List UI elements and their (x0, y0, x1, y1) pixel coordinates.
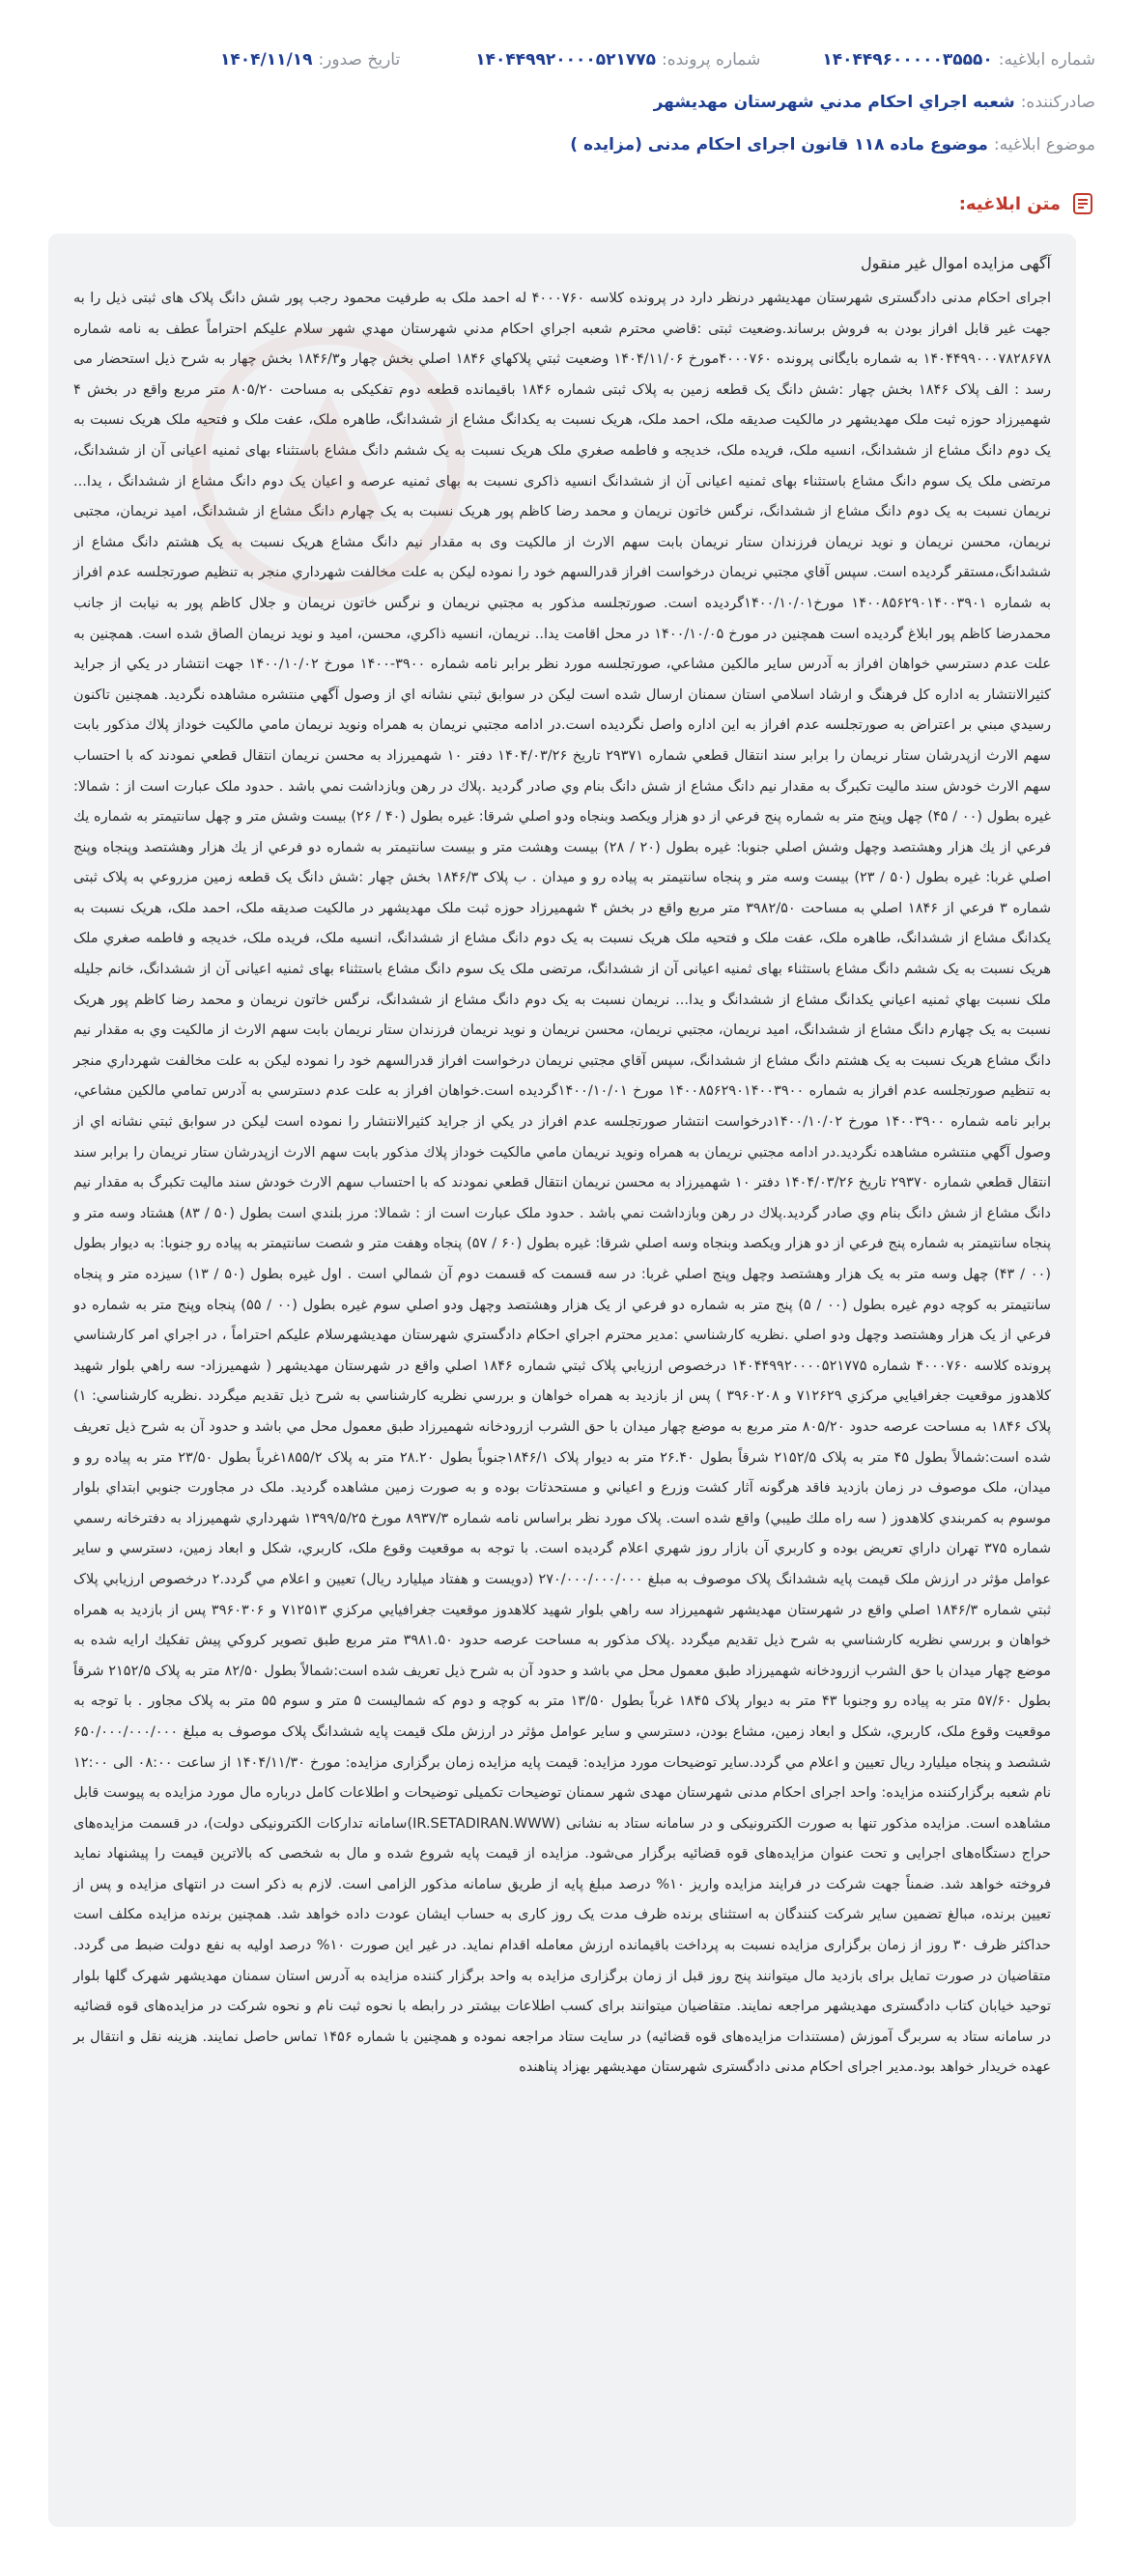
notice-document-icon (1070, 191, 1095, 216)
subject-label: موضوع ابلاغیه: (993, 135, 1095, 154)
issue-date-label: تاریخ صدور: (318, 50, 401, 70)
header-row-subject (39, 135, 1095, 178)
section-title-text: متن ابلاغیه: (958, 193, 1061, 214)
issue-date: ۱۴۰۴/۱۱/۱۹ (220, 50, 313, 70)
subject: موضوع ماده ۱۱۸ قانون اجرای احکام مدنی (مزایده ) (570, 135, 988, 154)
issuer: شعبه اجراي احكام مدني شهرستان مهديشهر (653, 93, 1015, 112)
case-number-label: شماره پرونده: (661, 50, 761, 70)
notice-header (39, 50, 1095, 178)
issuer-label: صادرکننده: (1020, 93, 1095, 112)
header-row-numbers (39, 50, 1095, 93)
notice-text-box (48, 234, 1076, 2527)
notice-number-label: شماره ابلاغیه: (998, 50, 1095, 70)
notice-text-section-title (959, 191, 1095, 216)
notice-heading: آگهی مزایده اموال غیر منقول (861, 254, 1051, 272)
notice-number: ۱۴۰۴۴۹۶۰۰۰۰۰۳۵۵۵۰ (822, 50, 993, 70)
notice-body: اجرای احکام مدنی دادگستری شهرستان مهدیشهر درنظر دارد در پرونده کلاسه ۴۰۰۰۷۶۰ له احمد ملک به طرفیت محمود رجب پور شش دانگ پلاک های ثبتی ذیل را به جهت غیر قابل افراز بودن به فروش برساند.وضعیت ثبتی :قاضي محترم شعبه اجراي احكام مدني شهرستان مهدي شهر سلام عليكم احتراماً عطف به نامه شماره ۱۴۰۴۴۹۹۰۰۰۷۸۲۸۶۷۸ به شماره بایگانی پرونده ۴۰۰۰۷۶۰مورخ ۱۴۰۴/۱۱/۰۶ وضعیت ثبتي پلاكهاي ۱۸۴۶ اصلي بخش چهار و۱۸۴۶/۳ بخش چهار به شرح ذیل استحضار می رسد : الف پلاک ۱۸۴۶ بخش چهار :شش دانگ یک قطعه زمین به پلاک ثبتی شماره ۱۸۴۶ باقیمانده قطعه دوم تفکیکی به مساحت ۸۰۵/۲۰ متر مربع واقع در بخش ۴ شهمیرزاد حوزه ثبت ملک مهدیشهر در مالکیت صدیقه ملک، احمد ملک، هریک نسبت به یکدانگ مشاع از ششدانگ، طاهره ملک، عفت ملک و فتحیه ملک هریک نسبت به یک دوم دانگ مشاع از ششدانگ، انسیه ملک، فریده ملک، خدیجه و فاطمه صغري ملک هریک نسبت به یک ششم دانگ مشاع باستثناء بهای ثمنیه اعیانی آن از ششدانگ، مرتضی ملک یک سوم دانگ مشاع باستثناء بهای ثمنیه اعیانی آن از ششدانگ انسیه ذاکری نسبت به بهای ثمنیه عرصه و اعیان یک دوم دانگ مشاع از ششدانگ ، یدا... نریمان نسبت به یک دوم دانگ مشاع از ششدانگ، نرگس خاتون نریمان و محمد رضا کاظم پور هریک نسبت به یک چهارم دانگ مشاع از ششدانگ، امید نریمان، مجتبی نریمان، محسن نریمان و نوید نریمان فرزندان ستار نریمان بابت سهم الارث از مالکیت وی به مقدار نیم دانگ مشاع هریک نسبت به یک هشتم دانگ مشاع از ششدانگ،مستقر گردیده است. سپس آقاي مجتبي نريمان درخواست افراز قدرالسهم خود را نموده لیکن به علت مخالفت شهرداري منجر به تنظیم صورتجلسه عدم افراز به شماره ۱۴۰۰۸۵۶۲۹۰۱۴۰۰۳۹۰۱ مورخ۱۴۰۰/۱۰/۰۱گردیده است. صورتجلسه مذکور به مجتبي نريمان و نرگس خاتون نريمان و جلال كاظم پور به نيابت از جانب محمدرضا كاظم پور ابلاغ گرديده است همچنین در مورخ ۱۴۰۰/۱۰/۰۵ در محل اقامت یدا.. نریمان، انسیه ذاکري، محسن، امید و نوید نریمان الصاق شده است. همچنین به علت عدم دسترسي خواهان افراز به آدرس سایر مالکین مشاعي، صورتجلسه مورد نظر برابر نامه شماره ۳۹۰۰-۱۴۰۰ مورخ ۱۴۰۰/۱۰/۰۲ جهت انتشار در یکي از جراید کثیرالانتشار به اداره کل فرهنگ و ارشاد اسلامي استان سمنان ارسال شده است لیکن در سوابق ثبتي نشانه اي از وصول آگهي منتشره مشاهده نگرديد. همچنین تاكنون رسيدي مبني بر اعتراض به صورتجلسه عدم افراز به اين اداره واصل نگرديده است.در ادامه مجتبي نريمان به همراه ونويد نريمان مامي مالكيت خوداز پلاك مذكور بابت سهم الارث ازپدرشان ستار نريمان را برابر سند انتقال قطعي شماره ۲۹۳۷۱ تاريخ ۱۴۰۴/۰۳/۲۶ دفتر ۱۰ شهميرزاد به محسن نريمان انتقال قطعي نمودند كه با احتساب سهم الارث خودش سند مالیت تکبرگ به مقدار نيم دانگ مشاع از شش دانگ بنام وي صادر گرديد .پلاك در رهن وبازداشت نمي باشد . حدود ملک عبارت است از : شمالا: غیره بطول (۰۰ / ۴۵) چهل وپنج متر به شماره پنج فرعي از دو هزار ويكصد وبنجاه ودو اصلي شرقا: غيره بطول (۴۰ / ۲۶) بيست وشش متر و چهل سانتيمتر به شماره يك فرعي از يك هزار وهشتصد وچهل وشش اصلي جنوبا: غيره بطول (۲۰ / ۲۸) بيست وهشت متر و بيست سانتيمتر به شماره دو فرعي از يك هزار وهشتصد وپنجاه وپنج اصلي غربا: غيره بطول (۵۰ / ۲۳) بيست وسه متر و پنجاه سانتيمتر به پياده رو و ميدان . ب پلاک ۱۸۴۶/۳ بخش چهار :شش دانگ یک قطعه زمین مزروعي به پلاک ثبتی شماره ۳ فرعي از ۱۸۴۶ اصلي به مساحت ۳۹۸۲/۵۰ متر مربع واقع در بخش ۴ شهمیرزاد حوزه ثبت ملک مهدیشهر در مالکیت صدیقه ملک، احمد ملک، هریک نسبت به یکدانگ مشاع از ششدانگ، طاهره ملک، عفت ملک و فتحیه ملک هریک نسبت به یک دوم دانگ مشاع از ششدانگ، انسیه ملک، فریده ملک، خدیجه و فاطمه صغري ملک هریک نسبت به یک ششم دانگ مشاع باستثناء بهای ثمنیه اعیانی آن از ششدانگ، مرتضی ملک یک سوم دانگ مشاع باستثناء بهای ثمنیه اعیانی آن از ششدانگ، خانم جلیله ملک نسبت بهاي ثمنيه اعياني يكدانگ مشاع از ششدانگ و يدا... نريمان نسبت به يک دوم دانگ مشاع از ششدانگ، نرگس خاتون نريمان و محمد رضا كاظم پور هريک نسبت به يک چهارم دانگ مشاع از ششدانگ، اميد نريمان، مجتبي نريمان، محسن نريمان و نويد نريمان فرزندان ستار نريمان بابت سهم الارث از مالکيت وي به مقدار نيم دانگ مشاع هريک نسبت به يک هشتم دانگ مشاع از ششدانگ، سپس آقاي مجتبي نريمان درخواست افراز قدرالسهم خود را نموده لیکن به علت مخالفت شهرداري منجر به تنظیم صورتجلسه عدم افراز به شماره ۱۴۰۰۸۵۶۲۹۰۱۴۰۰۳۹۰۰ مورخ ۱۴۰۰/۱۰/۰۱گردیده است.خواهان افراز به علت عدم دسترسي به آدرس تمامي مالكين مشاعي، برابر نامه شماره ۱۴۰۰۳۹۰۰ مورخ ۱۴۰۰/۱۰/۰۲درخواست انتشار صورتجلسه عدم افراز در يكي از جرايد كثيرالانتشار را نموده است ليكن در سوابق ثبتي نشانه اي از وصول آگهي منتشره مشاهده نگرديد.در ادامه مجتبي نريمان به همراه ونويد نريمان مامي مالكيت خوداز پلاك مذكور بابت سهم الارث ازپدرشان ستار نريمان را برابر سند انتقال قطعي شماره ۲۹۳۷۰ تاريخ ۱۴۰۴/۰۳/۲۶ دفتر ۱۰ شهميرزاد به محسن نريمان انتقال قطعي نمودند كه با احتساب سهم الارث خودش سند مالیت تکبرگ به مقدار نيم دانگ مشاع از شش دانگ بنام وي صادر گرديد.پلاك در رهن وبازداشت نمي باشد . حدود ملک عبارت است از : شمالا: مرز بلندي است بطول (۵۰ / ۸۳) هشتاد وسه متر و پنجاه سانتيمتر به شماره پنج فرعي از دو هزار ويكصد وبنجاه وسه اصلي شرقا: غيره بطول (۶۰ / ۵۷) پنجاه وهفت متر و شصت سانتيمتر به پياده رو جنوبا: به ديوار بطول (۰۰ / ۴۳) چهل وسه متر به يک هزار وهشتصد وچهل وپنج اصلي غربا: در سه قسمت كه قسمت دوم آن شمالي است . اول غيره بطول (۵۰ / ۱۳) سيزده متر و پنجاه سانتيمتر به كوچه دوم غيره بطول (۰۰ / ۵) پنج متر به شماره دو فرعي از يک هزار وهشتصد وچهل ودو اصلي سوم غيره بطول (۰۰ / ۵۵) پنجاه وپنج متر به شماره دو فرعي از يک هزار وهشتصد وچهل ودو اصلي .نظريه كارشناسي :مدير محترم اجراي احكام دادگستري شهرستان مهديشهرسلام عليكم احتراماً ، در اجراي امر كارشناسي پرونده كلاسه ۴۰۰۰۷۶۰ شماره ۱۴۰۴۴۹۹۲۰۰۰۰۵۲۱۷۷۵ درخصوص ارزيابي پلاک ثبتي شماره ۱۸۴۶ اصلي واقع در شهرستان مهديشهر ( شهميرزاد- سه راهي بلوار شهيد كلاهدوز موقعيت جغرافيايي مركزي ۷۱۲۶۲۹ و ۳۹۶۰۲۰۸ ) پس از بازديد به همراه خواهان و بررسي نظريه كارشناسي به شرح ذيل تقديم ميگردد .نظريه كارشناسي: ۱) پلاک ۱۸۴۶ به مساحت عرصه حدود ۸۰۵/۲۰ متر مربع به موضع چهار ميدان با حق الشرب ازرودخانه شهميرزاد طبق معمول محل مي باشد و حدود آن به شرح ذيل تعريف شده است:شمالاً بطول ۴۵ متر به پلاک ۲۱۵۲/۵ شرقاً بطول ۲۶.۴۰ متر به ديوار پلاک ۱۸۴۶/۱جنوباً بطول ۲۸.۲۰ متر به پلاک ۱۸۵۵/۲غرباً بطول ۲۳/۵۰ متر به پياده رو و ميدان، ملک موصوف در زمان بازديد فاقد هرگونه آثار كشت وزرع و اعياني و مستحدثات بوده و به صورت زمين مشاهده گرديد. ملک در مجاورت جنوبي ابتداي بلوار موسوم به كمربندي كلاهدوز ( سه راه ملك طيبي) واقع شده است. پلاک مورد نظر براساس نامه شماره ۸۹۳۷/۳ مورخ ۱۳۹۹/۵/۲۵ شهرداري شهميرزاد به دفترخانه رسمي شماره ۳۷۵ تهران داراي تعريض بوده و کاربري آن بازار روز شهري اعلام گرديده است. با توجه به موقعيت وقوع ملک، كاربري، شكل و ابعاد زمين، دسترسي و ساير عوامل مؤثر در ارزش ملک قيمت پايه ششدانگ پلاک موصوف به مبلغ ۲۷۰/۰۰۰/۰۰۰/۰۰۰ (دويست و هفتاد ميليارد ريال) تعيين و اعلام مي گردد.۲ درخصوص ارزيابي پلاک ثبتي شماره ۱۸۴۶/۳ اصلي واقع در شهرستان مهديشهر شهميرزاد سه راهي بلوار شهيد كلاهدوز موقعيت جغرافيايي مركزي ۷۱۲۵۱۳ و ۳۹۶۰۳۰۶ پس از بازديد به همراه خواهان و بررسي نظريه كارشناسي به شرح ذيل تقديم ميگردد .پلاک مذكور به مساحت عرصه حدود ۳۹۸۱.۵۰ متر مربع طبق تصوير كروكي پيش تفكيك ارايه شده به موضع چهار ميدان با حق الشرب ازرودخانه شهميرزاد طبق معمول محل مي باشد و حدود آن به شرح ذيل تعريف شده است:شمالاً بطول ۸۲/۵۰ متر به پلاک ۲۱۵۲/۵ شرقاً بطول ۵۷/۶۰ متر به پياده رو وجنوبا ۴۳ متر به ديوار پلاک ۱۸۴۵ غرباً بطول ۱۳/۵۰ متر به كوچه و دوم كه شماليست ۵ متر و سوم ۵۵ متر به پلاک مجاور . با توجه به موقعيت وقوع ملک، كاربري، شكل و ابعاد زمين، مشاع بودن، دسترسي و ساير عوامل مؤثر در ارزش ملک قيمت پايه ششدانگ پلاک موصوف به مبلغ ۶۵۰/۰۰۰/۰۰۰/۰۰۰ ششصد و پنجاه ميليارد ريال تعيين و اعلام مي گردد.ساير توضيحات مورد مزايده: قیمت پایه مزایده زمان برگزاری مزایده: مورخ ۱۴۰۴/۱۱/۳۰ از ساعت ۰۸:۰۰ الی ۱۲:۰۰ نام شعبه برگزارکننده مزایده: واحد اجرای احکام مدنی شهرستان مهدی شهر سمنان توضیحات تکمیلی توضیحات و اطلاعات کامل درباره مال مورد مزایده به پیوست قابل مشاهده است. مزایده مذکور تنها به صورت الکترونیکی و در سامانه ستاد به نشانی (IR.SETADIRAN.WWW)سامانه تدارکات الکترونیکی دولت)، در قسمت مزایده‌های حراج دستگاه‌های اجرایی و تحت عنوان مزایده‌های قوه قضائیه برگزار می‌شود. مزایده از قیمت پایه شروع شده و مال به شخصی که بالاترین قیمت را پیشنهاد نماید فروخته خواهد شد. ضمناً جهت شرکت در فرایند مزایده واریز ۱۰% درصد مبلغ پایه از طریق سامانه مذکور الزامی است. لازم به ذکر است در انتهای مزایده و پس از تعیین برنده، مبالغ تضمین سایر شرکت کنندگان به استثنای برنده ظرف مدت یک روز کاری به حساب ایشان عودت داده خواهد شد. همچنین برنده مزایده مکلف است حداکثر ظرف ۳۰ روز از زمان برگزاری مزایده نسبت به پرداخت باقیمانده ارزش معامله اقدام نماید. در غیر این صورت ۱۰% درصد اولیه به نفع دولت ضبط می گردد. متقاضیان در صورت تمایل برای بازدید مال میتوانند پنج روز قبل از زمان برگزاری مزایده به واحد برگزار کننده مزایده به آدرس استان سمنان مهدیشهر شهرک گلها بلوار توحید خیابان کتاب دادگستری مهدیشهر مراجعه نمایند. متقاضیان میتوانند برای کسب اطلاعات بیشتر در رابطه با نحوه ثبت نام و نحوه شرکت در مزایده‌های قوه قضائیه در سامانه ستاد به سربرگ آموزش (مستندات مزایده‌های قوه قضائیه) در سایت ستاد مراجعه نموده و همچنین با شماره ۱۴۵۶ تماس حاصل نمایند. هزینه نقل و انتقال بر عهده خریدار خواهد بود.مدیر اجرای احکام مدنی دادگستری شهرستان مهدیشهر بهزاد پناهنده (73, 291, 1052, 2076)
header-row-issuer (39, 93, 1095, 135)
case-number: ۱۴۰۴۴۹۹۲۰۰۰۰۵۲۱۷۷۵ (475, 50, 656, 70)
